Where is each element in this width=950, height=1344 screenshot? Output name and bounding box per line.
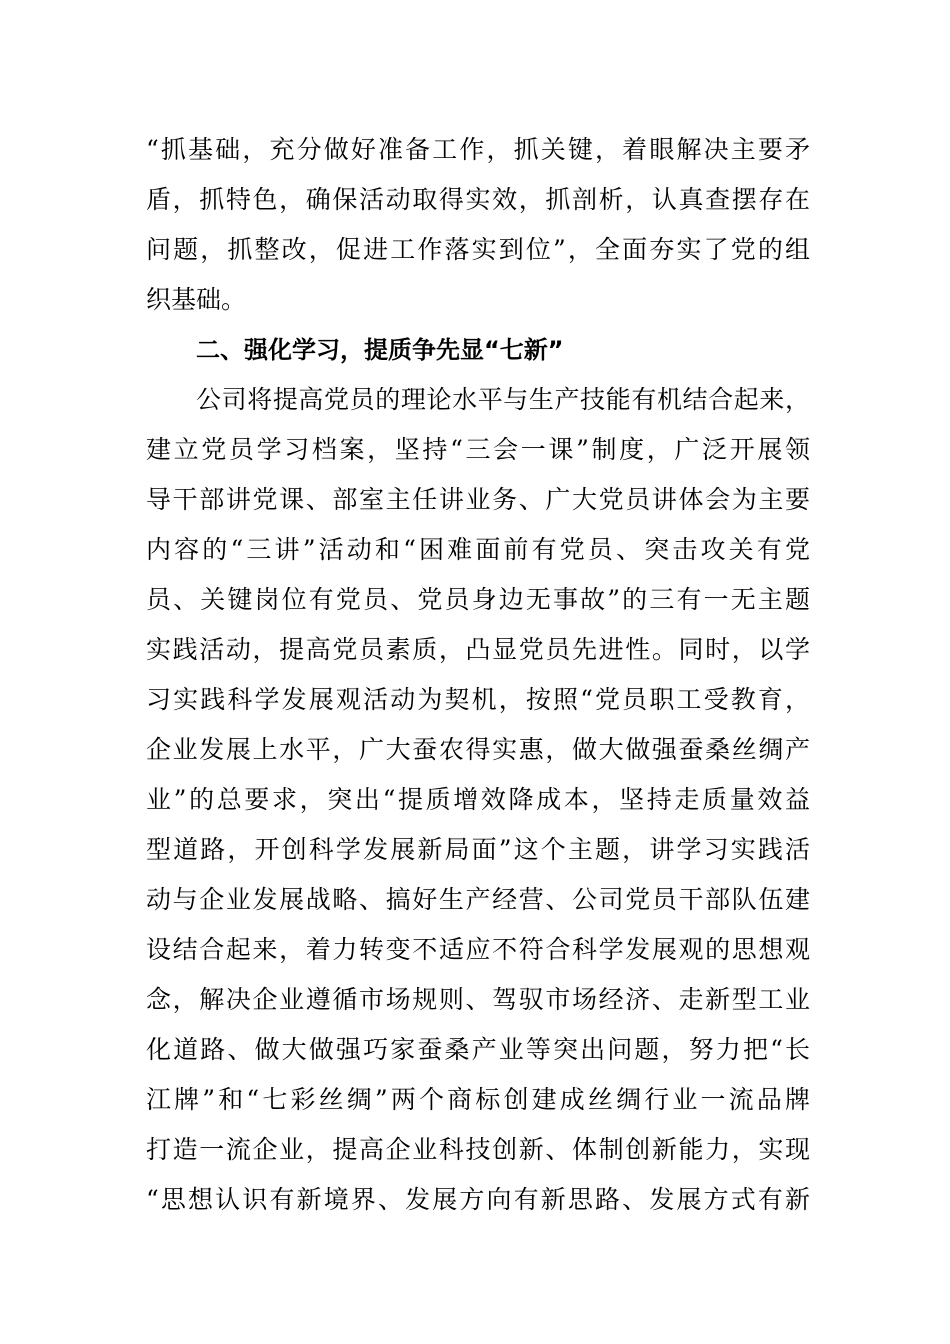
paragraph-2-line-7: 习实践科学发展观活动为契机，按照“党员职工受教育， — [146, 685, 810, 714]
paragraph-2-line-14: 化道路、做大做强巧家蚕桑产业等突出问题，努力把“长 — [146, 1035, 810, 1064]
paragraph-2-line-12: 设结合起来，着力转变不适应不符合科学发展观的思想观 — [146, 935, 810, 964]
paragraph-2-line-1: 公司将提高党员的理论水平与生产技能有机结合起来， — [196, 385, 810, 414]
paragraph-2-line-16: 打造一流企业，提高企业科技创新、体制创新能力，实现 — [146, 1135, 810, 1164]
paragraph-2-line-2: 建立党员学习档案，坚持“三会一课”制度，广泛开展领 — [146, 435, 810, 464]
paragraph-2-line-9: 业”的总要求，突出“提质增效降成本，坚持走质量效益 — [146, 785, 810, 814]
paragraph-2-line-10: 型道路，开创科学发展新局面”这个主题，讲学习实践活 — [146, 835, 810, 864]
paragraph-2-line-4: 内容的“三讲”活动和“困难面前有党员、突击攻关有党 — [146, 535, 810, 564]
paragraph-1-line-3: 问题，抓整改，促进工作落实到位”，全面夯实了党的组 — [146, 235, 810, 264]
paragraph-2-line-8: 企业发展上水平，广大蚕农得实惠，做大做强蚕桑丝绸产 — [146, 735, 810, 764]
paragraph-2-line-11: 动与企业发展战略、搞好生产经营、公司党员干部队伍建 — [146, 885, 810, 914]
paragraph-1-line-4: 织基础。 — [146, 285, 247, 314]
paragraph-1-line-2: 盾，抓特色，确保活动取得实效，抓剖析，认真查摆存在 — [146, 185, 810, 214]
paragraph-2-line-3: 导干部讲党课、部室主任讲业务、广大党员讲体会为主要 — [146, 485, 810, 514]
paragraph-2-line-15: 江牌”和“七彩丝绸”两个商标创建成丝绸行业一流品牌 — [146, 1085, 810, 1114]
paragraph-2-line-17: “思想认识有新境界、发展方向有新思路、发展方式有新 — [146, 1185, 810, 1214]
paragraph-2-line-13: 念，解决企业遵循市场规则、驾驭市场经济、走新型工业 — [146, 985, 810, 1014]
paragraph-1-line-1: “抓基础，充分做好准备工作，抓关键，着眼解决主要矛 — [146, 135, 810, 164]
section-heading: 二、强化学习，提质争先显“七新” — [196, 336, 564, 364]
paragraph-2-line-6: 实践活动，提高党员素质，凸显党员先进性。同时，以学 — [146, 635, 810, 664]
paragraph-2-line-5: 员、关键岗位有党员、党员身边无事故”的三有一无主题 — [146, 585, 810, 614]
